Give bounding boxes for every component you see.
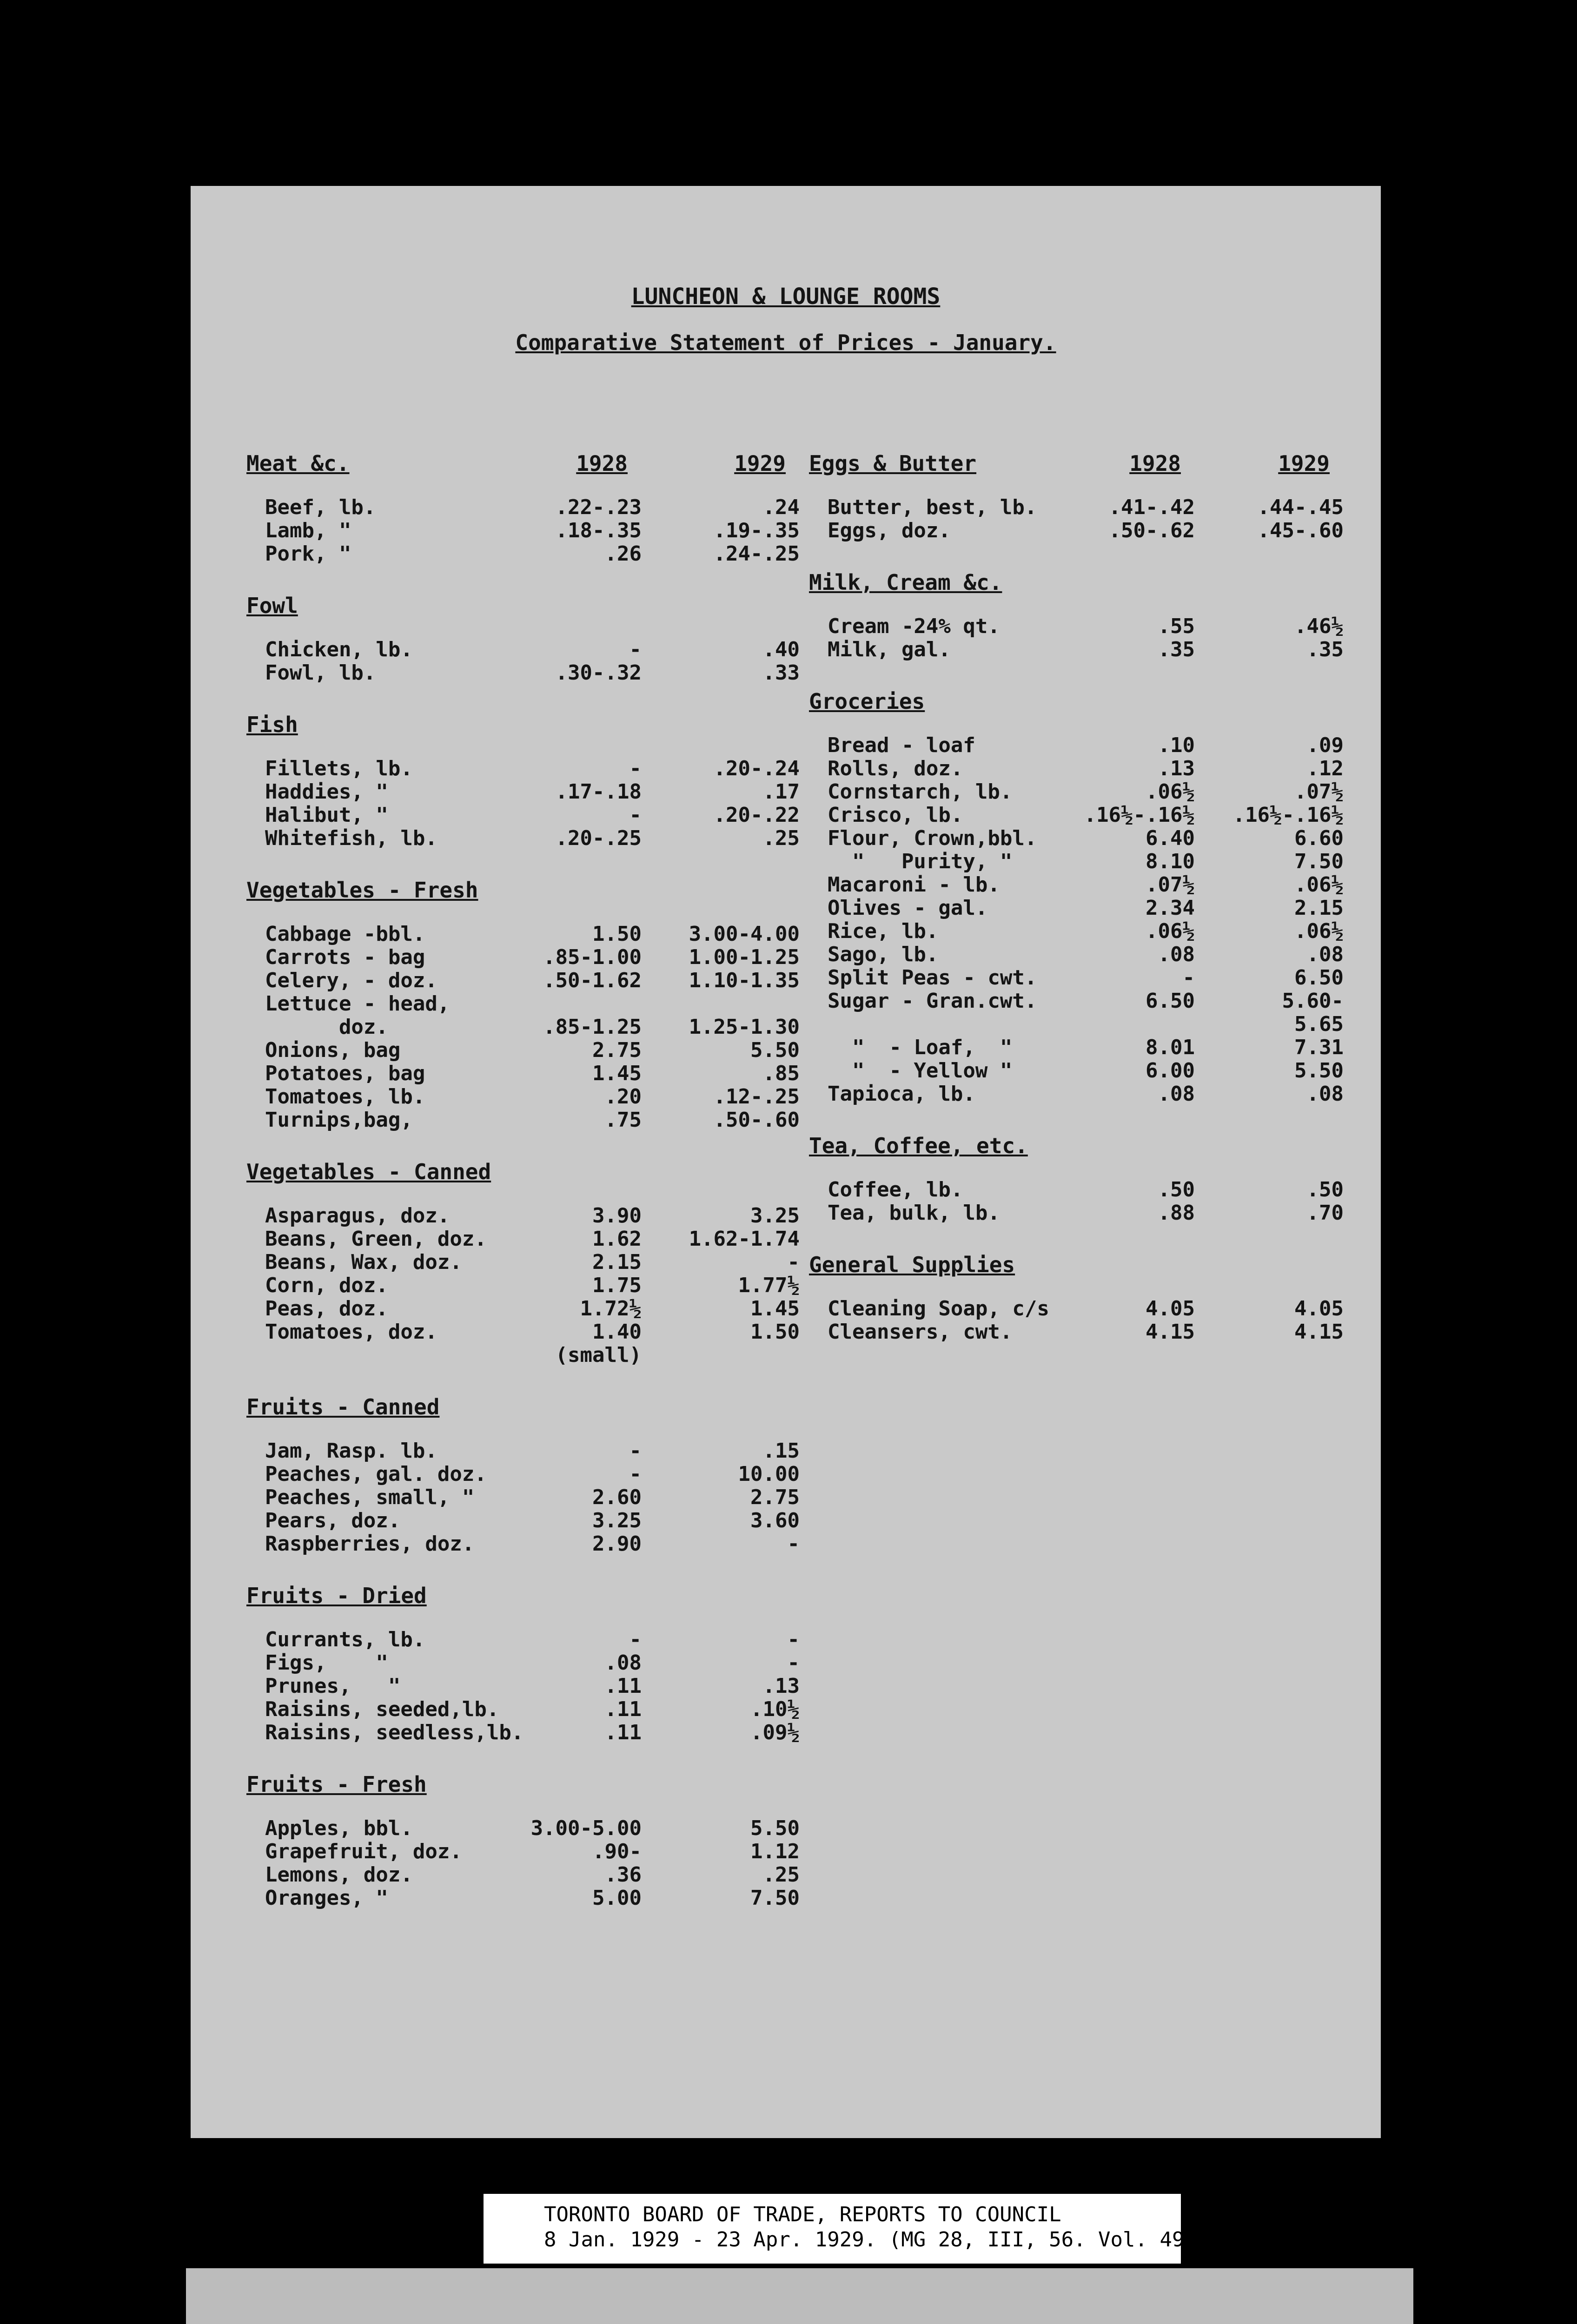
price-1929: 3.00-4.00 (689, 922, 800, 946)
price-row (809, 614, 1358, 638)
item-name: " Purity, " (828, 850, 1013, 873)
price-1928: 3.90 (592, 1204, 642, 1228)
section-header (246, 593, 814, 638)
item-name: Sago, lb. (828, 943, 939, 966)
section-header (246, 878, 814, 922)
item-name: Olives - gal. (828, 896, 988, 920)
price-1929: 7.50 (1294, 850, 1344, 873)
price-1929: 2.75 (750, 1486, 800, 1509)
price-1928: .55 (1158, 614, 1195, 638)
item-name: Raisins, seedless,lb. (265, 1721, 524, 1744)
section-title: Tea, Coffee, etc. (809, 1133, 1028, 1158)
price-1928: 3.00-5.00 (530, 1816, 642, 1840)
item-name: Rice, lb. (828, 919, 939, 943)
price-row (809, 896, 1358, 919)
item-name: " - Loaf, " (828, 1036, 1013, 1059)
price-1928: - (629, 757, 642, 780)
price-1929: 5.65 (1294, 1012, 1344, 1036)
price-1929: 5.50 (1294, 1059, 1344, 1083)
item-name: Rolls, doz. (828, 757, 963, 780)
price-1929: .15 (762, 1439, 800, 1463)
archive-label (484, 2194, 1197, 2264)
price-1928: .17-.18 (555, 780, 642, 804)
price-row (246, 1816, 814, 1840)
year-1928-header: 1928 (1129, 451, 1181, 476)
price-1928: .41-.42 (1108, 495, 1195, 519)
price-1928: .88 (1158, 1201, 1195, 1225)
price-1929: .85 (762, 1062, 800, 1085)
price-1929: .24-.25 (713, 542, 800, 566)
item-name: Asparagus, doz. (265, 1204, 450, 1228)
section-title: Fruits - Dried (246, 1583, 427, 1608)
price-row (246, 661, 814, 684)
price-row (809, 757, 1358, 780)
price-row (246, 1886, 814, 1909)
price-row (809, 1082, 1358, 1105)
price-1929: 1.45 (750, 1297, 800, 1320)
section-title: Fish (246, 712, 298, 737)
price-1929: .20-.24 (713, 757, 800, 780)
section-title: Fruits - Fresh (246, 1772, 427, 1797)
price-row (809, 733, 1358, 757)
price-1928: 6.50 (1146, 989, 1195, 1013)
price-row (809, 803, 1358, 826)
price-1929: .10½ (750, 1697, 800, 1721)
price-row (809, 919, 1358, 943)
price-1928: 4.15 (1146, 1320, 1195, 1344)
item-name: Cream -24% qt. (828, 614, 1000, 638)
price-1928: .75 (604, 1108, 642, 1132)
price-1929: .16½-.16½ (1232, 803, 1344, 827)
archives-stamp (186, 2268, 1413, 2324)
price-1928: .13 (1158, 757, 1195, 780)
item-name: Tapioca, lb. (828, 1082, 975, 1106)
price-1929: 1.62-1.74 (689, 1227, 800, 1251)
price-1929: .17 (762, 780, 800, 804)
item-name: Apples, bbl. (265, 1816, 413, 1840)
price-1928: .20 (604, 1085, 642, 1109)
price-1928: .20-.25 (555, 826, 642, 850)
section-gap (246, 1909, 814, 1937)
price-row (246, 1250, 814, 1274)
price-row (246, 1651, 814, 1674)
item-name: Tomatoes, lb. (265, 1085, 425, 1109)
price-row (809, 1036, 1358, 1059)
price-1929: - (787, 1628, 800, 1651)
price-1928: 1.75 (592, 1274, 642, 1297)
price-1928: .11 (604, 1721, 642, 1744)
price-1929: .07½ (1294, 780, 1344, 804)
price-1929: .06½ (1294, 919, 1344, 943)
price-1928: .22-.23 (555, 495, 642, 519)
price-1928: .06½ (1146, 780, 1195, 804)
price-1929: 3.25 (750, 1204, 800, 1228)
price-row (809, 1201, 1358, 1224)
price-row (809, 850, 1358, 873)
item-name: Oranges, " (265, 1886, 388, 1910)
price-1928: 2.75 (592, 1038, 642, 1062)
item-name: Pork, " (265, 542, 351, 566)
item-name: Halibut, " (265, 803, 388, 827)
item-name: Peaches, gal. doz. (265, 1462, 487, 1486)
section-header (809, 1133, 1358, 1178)
price-row (246, 1320, 814, 1343)
price-1929: - (787, 1651, 800, 1675)
price-row (246, 495, 814, 519)
price-row (246, 1343, 814, 1367)
year-1929-header: 1929 (734, 451, 786, 476)
price-1928: .26 (604, 542, 642, 566)
price-1928: - (629, 638, 642, 661)
section-header (246, 712, 814, 757)
item-name: Peaches, small, " (265, 1486, 475, 1509)
price-1929: 1.50 (750, 1320, 800, 1344)
item-name: Jam, Rasp. lb. (265, 1439, 437, 1463)
item-name: Coffee, lb. (828, 1178, 963, 1202)
section-header (809, 689, 1358, 733)
section-gap (809, 661, 1358, 689)
price-1929: .70 (1306, 1201, 1344, 1225)
section-gap (246, 565, 814, 593)
price-row (246, 638, 814, 661)
section-gap (246, 1744, 814, 1772)
price-1929: 6.50 (1294, 966, 1344, 990)
item-name: Haddies, " (265, 780, 388, 804)
price-1929: .06½ (1294, 873, 1344, 897)
price-1928: .50-.62 (1108, 519, 1195, 542)
price-1929: .45-.60 (1257, 519, 1344, 542)
price-1928: .90- (592, 1840, 642, 1863)
item-name: Prunes, " (265, 1674, 401, 1698)
item-name: Beans, Green, doz. (265, 1227, 487, 1251)
price-1928: 1.72½ (580, 1297, 642, 1320)
price-row (246, 803, 814, 826)
price-row (809, 1320, 1358, 1343)
item-name: Raspberries, doz. (265, 1532, 475, 1556)
price-row (246, 992, 814, 1015)
archive-label-line1: TORONTO BOARD OF TRADE, REPORTS TO COUNCIL (544, 2203, 1061, 2226)
price-1929: .50-.60 (713, 1108, 800, 1132)
price-row (809, 638, 1358, 661)
item-name: Split Peas - cwt. (828, 966, 1037, 990)
item-name: doz. (265, 1015, 388, 1039)
price-1929: .35 (1306, 638, 1344, 661)
price-1929: .08 (1306, 1082, 1344, 1106)
price-row (246, 1038, 814, 1062)
price-row (246, 945, 814, 969)
section-header (246, 1772, 814, 1816)
price-1928: .35 (1158, 638, 1195, 661)
item-name: Celery, - doz. (265, 969, 437, 992)
price-1929: .13 (762, 1674, 800, 1698)
price-row (809, 1059, 1358, 1082)
price-row (246, 542, 814, 565)
item-name: Milk, gal. (828, 638, 951, 661)
price-row (246, 1062, 814, 1085)
item-name: Chicken, lb. (265, 638, 413, 661)
section-title: Vegetables - Canned (246, 1159, 491, 1184)
price-1928: .10 (1158, 733, 1195, 757)
price-row (246, 519, 814, 542)
price-row (246, 1297, 814, 1320)
price-1929: .12 (1306, 757, 1344, 780)
price-row (809, 1178, 1358, 1201)
item-name: Flour, Crown,bbl. (828, 826, 1037, 850)
price-1929: 4.05 (1294, 1297, 1344, 1320)
item-name: Lettuce - head, (265, 992, 450, 1016)
price-row (809, 989, 1358, 1012)
section-title: Milk, Cream &c. (809, 570, 1002, 595)
price-row (246, 1227, 814, 1250)
item-name: Corn, doz. (265, 1274, 388, 1297)
price-1928: 5.00 (592, 1886, 642, 1910)
item-name: Lamb, " (265, 519, 351, 542)
price-row (246, 1085, 814, 1108)
section-gap (246, 1367, 814, 1394)
price-1929: .33 (762, 661, 800, 685)
price-row (246, 969, 814, 992)
price-1929: 1.25-1.30 (689, 1015, 800, 1039)
price-row (246, 1532, 814, 1555)
price-row (246, 1697, 814, 1721)
price-1929: .25 (762, 1863, 800, 1887)
item-name: Cabbage -bbl. (265, 922, 425, 946)
price-1928: .36 (604, 1863, 642, 1887)
price-1928: 8.01 (1146, 1036, 1195, 1059)
section-title: Eggs & Butter (809, 451, 977, 476)
price-1928: .85-1.00 (543, 945, 642, 969)
price-row (246, 1274, 814, 1297)
price-1929: .12-.25 (713, 1085, 800, 1109)
price-1929: .19-.35 (713, 519, 800, 542)
price-1928: 1.50 (592, 922, 642, 946)
item-name: Crisco, lb. (828, 803, 963, 827)
price-1928: 6.40 (1146, 826, 1195, 850)
year-1929-header: 1929 (1278, 451, 1330, 476)
section-gap (809, 542, 1358, 570)
item-name: Tomatoes, doz. (265, 1320, 437, 1344)
document-title: LUNCHEON & LOUNGE ROOMS (631, 284, 941, 310)
section-gap (809, 1224, 1358, 1252)
item-name: Cleansers, cwt. (828, 1320, 1013, 1344)
price-1928: 8.10 (1146, 850, 1195, 873)
item-name: Fillets, lb. (265, 757, 413, 780)
item-name: Turnips,bag, (265, 1108, 413, 1132)
price-row (246, 1439, 814, 1462)
price-1928: .08 (604, 1651, 642, 1675)
price-1929: 6.60 (1294, 826, 1344, 850)
price-row (246, 1674, 814, 1697)
price-1928: .30-.32 (555, 661, 642, 685)
price-1928: .50-1.62 (543, 969, 642, 992)
document-page (191, 186, 1381, 2138)
price-row (809, 873, 1358, 896)
archive-label-line2: 8 Jan. 1929 - 23 Apr. 1929. (MG 28, III, 56. Vol. 49) (544, 2228, 1197, 2251)
price-1929: 1.12 (750, 1840, 800, 1863)
price-1929: 1.00-1.25 (689, 945, 800, 969)
price-1928: .50 (1158, 1178, 1195, 1202)
price-1929: 3.60 (750, 1509, 800, 1532)
item-name: Onions, bag (265, 1038, 401, 1062)
item-name: Figs, " (265, 1651, 388, 1675)
section-header (809, 451, 1358, 495)
price-1929: .24 (762, 495, 800, 519)
section-header (246, 1159, 814, 1204)
price-1928: 6.00 (1146, 1059, 1195, 1083)
price-1928: 3.25 (592, 1509, 642, 1532)
price-1929: .40 (762, 638, 800, 661)
left-column (246, 451, 814, 1937)
price-row (809, 1012, 1358, 1036)
section-title: Fowl (246, 593, 298, 618)
price-1929: 7.50 (750, 1886, 800, 1910)
item-name: Lemons, doz. (265, 1863, 413, 1887)
price-1928: 2.15 (592, 1250, 642, 1274)
price-row (809, 495, 1358, 519)
item-name: Macaroni - lb. (828, 873, 1000, 897)
section-header (246, 1583, 814, 1628)
item-name: Carrots - bag (265, 945, 425, 969)
section-gap (246, 1131, 814, 1159)
item-name: Cleaning Soap, c/s (828, 1297, 1049, 1320)
item-name: Raisins, seeded,lb. (265, 1697, 499, 1721)
price-1928: 4.05 (1146, 1297, 1195, 1320)
price-row (246, 1204, 814, 1227)
section-header (809, 1252, 1358, 1297)
section-title: Fruits - Canned (246, 1394, 440, 1419)
price-row (246, 1015, 814, 1038)
price-1929: - (787, 1532, 800, 1556)
price-1929: .09 (1306, 733, 1344, 757)
price-1929: .25 (762, 826, 800, 850)
year-1928-header: 1928 (576, 451, 628, 476)
section-header (809, 570, 1358, 614)
price-1928: .11 (604, 1697, 642, 1721)
price-1928: - (629, 803, 642, 827)
price-1928: 2.60 (592, 1486, 642, 1509)
item-name: Tea, bulk, lb. (828, 1201, 1000, 1225)
item-name: Peas, doz. (265, 1297, 388, 1320)
price-1928: 1.40 (592, 1320, 642, 1344)
item-name: Pears, doz. (265, 1509, 401, 1532)
price-row (246, 780, 814, 803)
price-1928: .18-.35 (555, 519, 642, 542)
price-1929: 1.10-1.35 (689, 969, 800, 992)
price-row (246, 1628, 814, 1651)
price-1929: .09½ (750, 1721, 800, 1744)
section-gap (809, 1105, 1358, 1133)
price-1928: - (629, 1462, 642, 1486)
price-row (246, 1863, 814, 1886)
section-title: Groceries (809, 689, 925, 714)
price-row (809, 943, 1358, 966)
price-row (246, 1462, 814, 1486)
price-1928: .06½ (1146, 919, 1195, 943)
item-name: Sugar - Gran.cwt. (828, 989, 1037, 1013)
price-row (809, 519, 1358, 542)
price-1928: .07½ (1146, 873, 1195, 897)
section-header (246, 1394, 814, 1439)
section-header (246, 451, 814, 495)
price-1928: - (629, 1628, 642, 1651)
item-name: Grapefruit, doz. (265, 1840, 462, 1863)
section-gap (246, 1555, 814, 1583)
item-name: Potatoes, bag (265, 1062, 425, 1085)
price-1929: 5.60- (1282, 989, 1344, 1013)
price-row (809, 966, 1358, 989)
price-row (246, 826, 814, 850)
price-1928: .08 (1158, 943, 1195, 966)
section-gap (246, 850, 814, 878)
price-1929: .44-.45 (1257, 495, 1344, 519)
document-subtitle: Comparative Statement of Prices - January. (515, 330, 1056, 355)
item-name: Whitefish, lb. (265, 826, 437, 850)
item-name: Beans, Wax, doz. (265, 1250, 462, 1274)
item-name: Butter, best, lb. (828, 495, 1037, 519)
price-1929: .08 (1306, 943, 1344, 966)
price-1929: 1.77½ (738, 1274, 800, 1297)
price-1928: .11 (604, 1674, 642, 1698)
price-1928: 2.34 (1146, 896, 1195, 920)
price-row (246, 1840, 814, 1863)
section-gap (809, 1343, 1358, 1371)
price-1928: .85-1.25 (543, 1015, 642, 1039)
price-row (809, 826, 1358, 850)
price-1929: 2.15 (1294, 896, 1344, 920)
item-name: Currants, lb. (265, 1628, 425, 1651)
price-1929: 10.00 (738, 1462, 800, 1486)
price-row (246, 1108, 814, 1131)
price-1928: - (1182, 966, 1195, 990)
section-title: General Supplies (809, 1252, 1015, 1277)
item-name: Cornstarch, lb. (828, 780, 1013, 804)
item-name: Fowl, lb. (265, 661, 376, 685)
price-row (246, 757, 814, 780)
item-name: Bread - loaf (828, 733, 975, 757)
price-1928: 1.45 (592, 1062, 642, 1085)
price-1928: 1.62 (592, 1227, 642, 1251)
price-1928: 2.90 (592, 1532, 642, 1556)
right-column (809, 451, 1358, 1371)
price-1928: .16½-.16½ (1084, 803, 1195, 827)
section-title: Vegetables - Fresh (246, 878, 478, 903)
price-1929: .46½ (1294, 614, 1344, 638)
price-1928: .08 (1158, 1082, 1195, 1106)
section-title: Meat &c. (246, 451, 350, 476)
price-1929: 5.50 (750, 1038, 800, 1062)
price-1928: (small) (555, 1343, 642, 1367)
price-row (246, 1486, 814, 1509)
price-1929: .50 (1306, 1178, 1344, 1202)
price-1929: 4.15 (1294, 1320, 1344, 1344)
price-1929: .20-.22 (713, 803, 800, 827)
price-row (809, 1297, 1358, 1320)
price-row (246, 922, 814, 945)
item-name: Eggs, doz. (828, 519, 951, 542)
price-row (246, 1509, 814, 1532)
price-row (809, 780, 1358, 803)
price-1929: 5.50 (750, 1816, 800, 1840)
item-name: Beef, lb. (265, 495, 376, 519)
item-name: " - Yellow " (828, 1059, 1013, 1083)
section-gap (246, 684, 814, 712)
price-1929: - (787, 1250, 800, 1274)
price-row (246, 1721, 814, 1744)
price-1929: 7.31 (1294, 1036, 1344, 1059)
price-1928: - (629, 1439, 642, 1463)
